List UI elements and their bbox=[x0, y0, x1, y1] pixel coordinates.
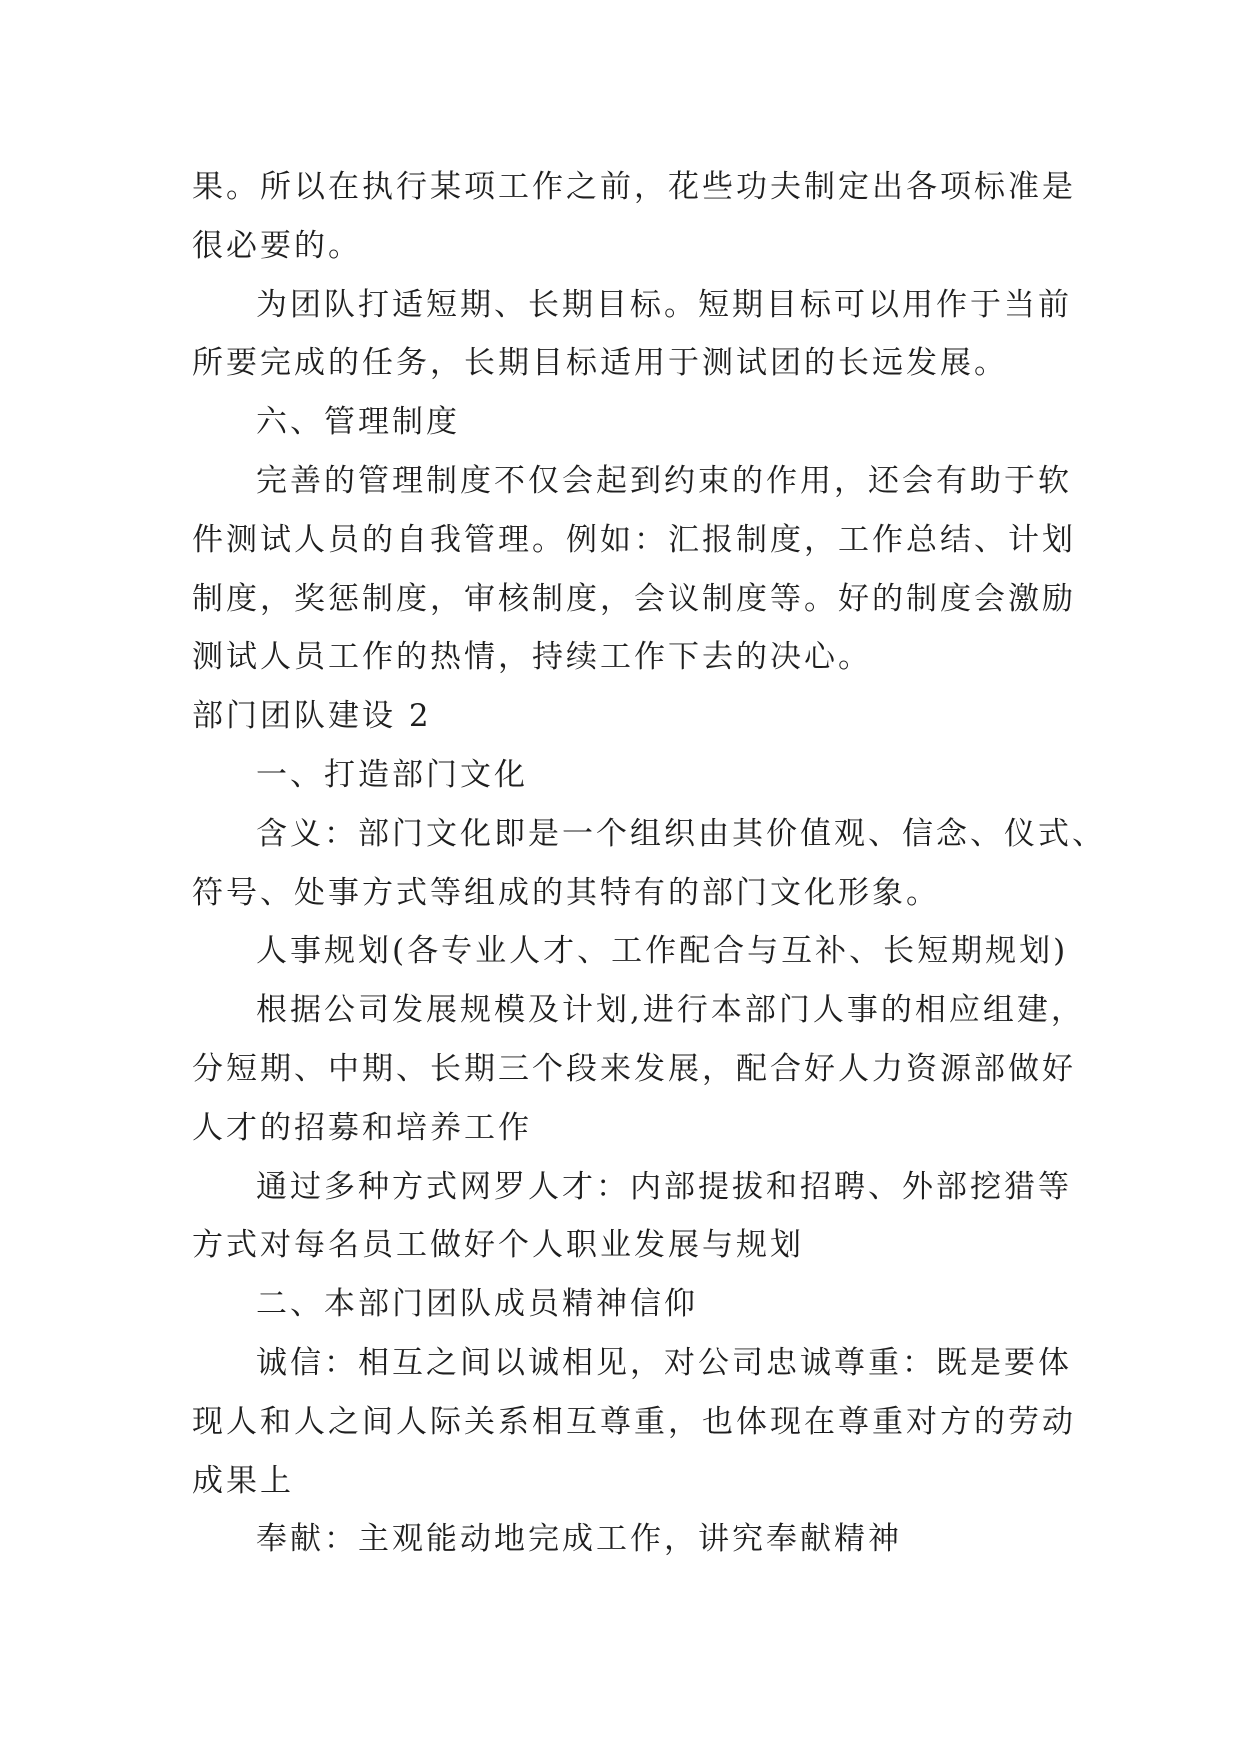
section-heading: 一、打造部门文化 bbox=[256, 756, 528, 793]
paragraph-start: 完善的管理制度不仅会起到约束的作用，还会有助于软 bbox=[256, 462, 1072, 499]
paragraph-start: 诚信：相互之间以诚相见，对公司忠诚尊重：既是要体 bbox=[256, 1344, 1072, 1381]
text-line: 很必要的。 bbox=[192, 227, 362, 264]
text-line: 所要完成的任务，长期目标适用于测试团的长远发展。 bbox=[192, 345, 1008, 382]
text-line: 分短期、中期、长期三个段来发展，配合好人力资源部做好 bbox=[192, 1050, 1076, 1087]
paragraph-start: 为团队打适短期、长期目标。短期目标可以用作于当前 bbox=[256, 286, 1072, 323]
text-line: 成果上 bbox=[192, 1462, 294, 1499]
paragraph-start: 人事规划(各专业人才、工作配合与互补、长短期规划) bbox=[256, 933, 1069, 970]
text-line: 制度，奖惩制度，审核制度，会议制度等。好的制度会激励 bbox=[192, 580, 1076, 617]
text-line: 方式对每名员工做好个人职业发展与规划 bbox=[192, 1227, 804, 1264]
section-heading: 二、本部门团队成员精神信仰 bbox=[256, 1286, 698, 1323]
document-title: 部门团队建设 2 bbox=[192, 698, 432, 735]
text-line: 符号、处事方式等组成的其特有的部门文化形象。 bbox=[192, 874, 940, 911]
paragraph-start: 含义：部门文化即是一个组织由其价值观、信念、仪式、 bbox=[256, 815, 1106, 852]
paragraph-start: 根据公司发展规模及计划,进行本部门人事的相应组建， bbox=[256, 992, 1085, 1029]
text-line: 人才的招募和培养工作 bbox=[192, 1109, 532, 1146]
section-heading: 六、管理制度 bbox=[256, 404, 460, 441]
text-line: 件测试人员的自我管理。例如：汇报制度，工作总结、计划 bbox=[192, 521, 1076, 558]
text-line: 果。所以在执行某项工作之前，花些功夫制定出各项标准是 bbox=[192, 169, 1076, 205]
document-body bbox=[192, 158, 1106, 1569]
paragraph-start: 奉献：主观能动地完成工作，讲究奉献精神 bbox=[256, 1521, 902, 1558]
text-line: 现人和人之间人际关系相互尊重，也体现在尊重对方的劳动 bbox=[192, 1403, 1076, 1440]
text-line: 测试人员工作的热情，持续工作下去的决心。 bbox=[192, 639, 872, 676]
paragraph-start: 通过多种方式网罗人才：内部提拔和招聘、外部挖猎等 bbox=[256, 1168, 1072, 1205]
